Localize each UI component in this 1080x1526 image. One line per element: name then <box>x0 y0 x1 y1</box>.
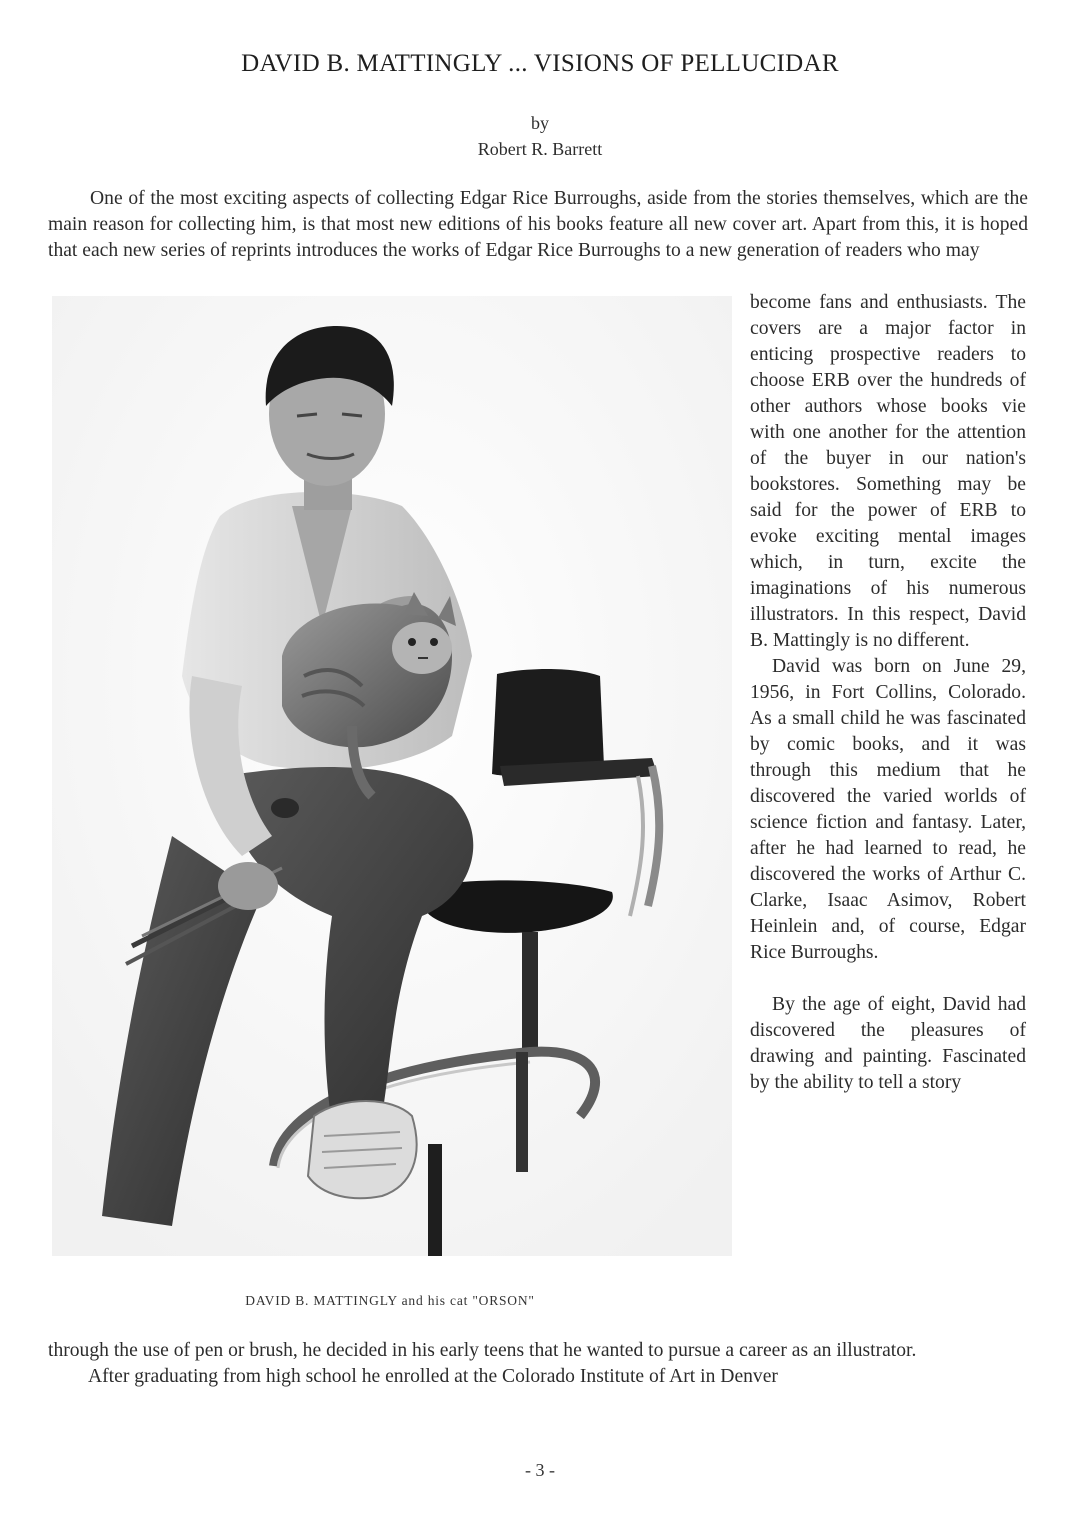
photo-artist-with-cat <box>52 296 732 1256</box>
age-eight-paragraph: By the age of eight, David had discovered the pleasures of drawing and painting. Fascinated by the ability to tell a story <box>750 994 1026 1093</box>
bottom-text <box>48 1338 1028 1390</box>
age-eight-continued-paragraph: through the use of pen or brush, he decided in his early teens that he wanted to pursue a career as an illustrator. <box>48 1340 917 1361</box>
byline-author: Robert R. Barrett <box>477 139 603 159</box>
photo-caption: DAVID B. MATTINGLY and his cat "ORSON" <box>245 1293 535 1308</box>
intro-paragraph: One of the most exciting aspects of collecting Edgar Rice Burroughs, aside from the stories themselves, which are the main reason for collecting him, is that most new editions of his books feature all new cover art. Apart from this, it is hoped that each new series of reprints introduces the works of Edgar Rice Burroughs to a new generation of readers who may <box>48 188 1028 261</box>
byline-by: by <box>531 113 549 133</box>
right-column <box>750 290 1026 1096</box>
byline <box>0 110 1080 162</box>
page-number: - 3 - <box>525 1460 555 1480</box>
intro-continued-paragraph: become fans and enthusiasts. The covers are a major factor in enticing prospective readers to choose ERB over the hundreds of other authors whose books vie with one another for the attention of the buyer in our nation's bookstores. Something may be said for the power of ERB to evoke exciting mental images which, in turn, excite the imaginations of his numerous illustrators. In this respect, David B. Mattingly is no different. <box>750 292 1026 651</box>
birth-paragraph: David was born on June 29, 1956, in Fort Collins, Colorado. As a small child he was fascinated by comic books, and it was through this medium that he discovered the varied worlds of science fiction and fantasy. Later, after he had learned to read, he discovered the works of Arthur C. Clarke, Isaac Asimov, Robert Heinlein and, of course, Edgar Rice Burroughs. <box>750 656 1026 963</box>
article-title: DAVID B. MATTINGLY ... VISIONS OF PELLUCIDAR <box>241 50 839 77</box>
graduating-paragraph: After graduating from high school he enrolled at the Colorado Institute of Art in Denver <box>88 1366 778 1387</box>
